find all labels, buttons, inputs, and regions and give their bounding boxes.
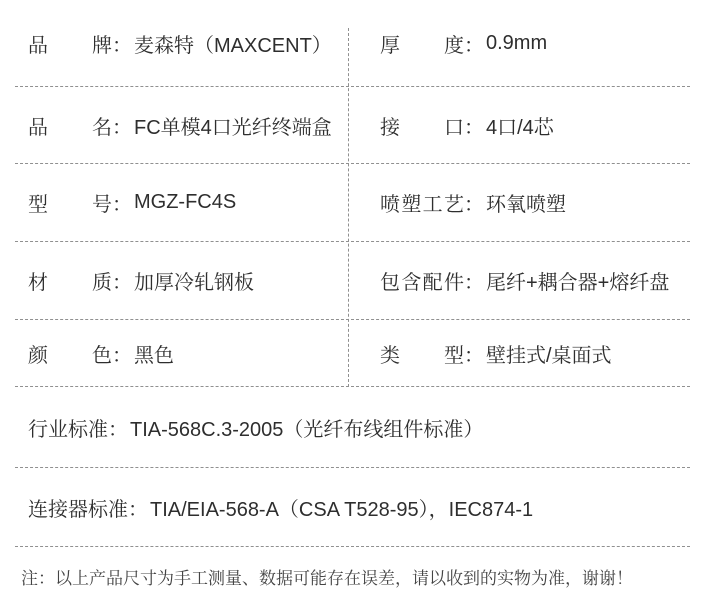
spec-value: 麦森特（MAXCENT） [134,34,332,57]
spec-label: 型号 [28,194,112,216]
column-divider [348,28,349,387]
label-colon: ： [112,344,132,367]
spec-value: 尾纤+耦合器+熔纤盘 [486,272,670,294]
spec-row [15,0,690,87]
product-spec-sheet [15,0,690,606]
label-colon: ： [464,194,484,216]
spec-label: 连接器标准 [28,498,128,521]
spec-cell-thickness [348,29,690,58]
spec-value: 0.9mm [486,31,548,54]
spec-value: TIA/EIA-568-A（CSA T528-95），IEC874-1 [150,498,534,521]
spec-label: 喷塑工艺 [380,194,464,216]
spec-label: 类型 [380,344,464,367]
label-colon: ： [128,498,148,521]
spec-value: TIA-568C.3-2005（光纤布线组件标准） [130,418,484,441]
spec-value: MGZ-FC4S [134,191,237,213]
note-text: 注：以上产品尺寸为手工测量、数据可能存在误差，请以收到的实物为准，谢谢！ [21,569,633,588]
label-colon: ： [464,116,484,139]
spec-value: 壁挂式/桌面式 [486,344,612,367]
label-colon: ： [112,116,132,139]
spec-label: 品牌 [28,34,112,57]
spec-value: FC单模4口光纤终端盒 [134,116,332,139]
spec-label: 品名 [28,116,112,139]
spec-value: 4口/4芯 [486,116,554,139]
spec-cell-product-name [15,111,348,140]
spec-label: 材质 [28,272,112,294]
spec-cell-accessories [348,266,690,295]
label-colon: ： [464,272,484,294]
spec-cell-coating [348,188,690,217]
spec-cell-mount-type [348,339,690,368]
spec-cell-color [15,339,348,368]
spec-value: 黑色 [134,344,174,367]
spec-label: 接口 [380,116,464,139]
spec-row [15,320,690,387]
industry-standard-row [15,387,690,468]
label-colon: ： [464,34,484,57]
label-colon: ： [112,272,132,294]
spec-label: 行业标准 [28,418,108,441]
spec-value: 加厚冷轧钢板 [134,272,254,294]
connector-standard-row [15,468,690,547]
spec-cell-model [15,188,348,217]
spec-row [15,87,690,164]
label-colon: ： [112,194,132,216]
spec-row [15,242,690,320]
spec-value: 环氧喷塑 [486,194,566,216]
label-colon: ： [108,418,128,441]
spec-cell-ports [348,111,690,140]
label-colon: ： [464,344,484,367]
spec-cell-brand [15,29,348,58]
label-colon: ： [112,34,132,57]
spec-label: 包含配件 [380,272,464,294]
note-row [15,547,690,606]
spec-cell-material [15,266,348,295]
spec-row [15,164,690,242]
spec-label: 颜色 [28,344,112,367]
spec-label: 厚度 [380,34,464,57]
